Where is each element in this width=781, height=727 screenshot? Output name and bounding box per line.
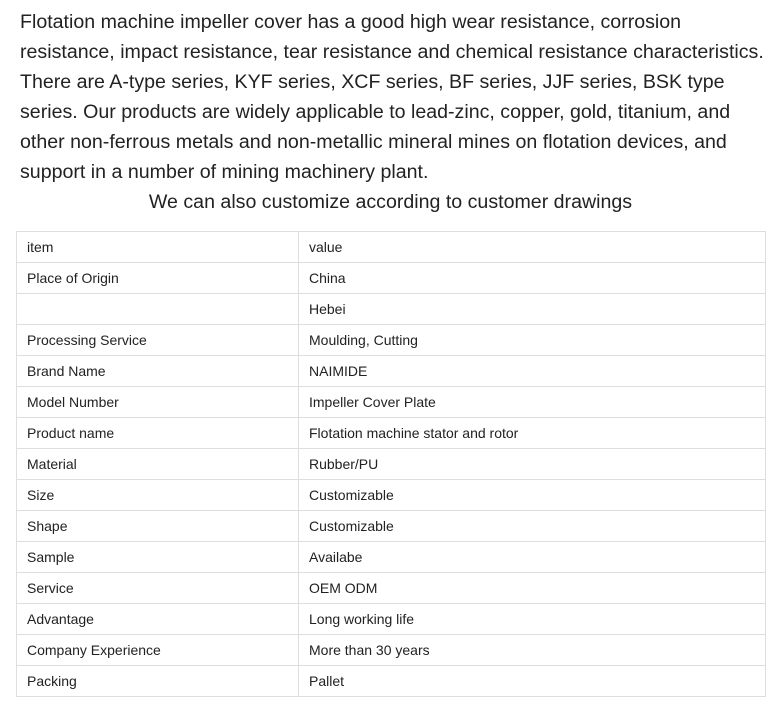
table-row [17, 542, 766, 573]
table-row [17, 666, 766, 697]
intro-paragraph: Flotation machine impeller cover has a good high wear resistance, corrosion resistance, impact resistance, tear resistance and chemical resistance characteristics. There are A-type series, KYF series, XCF series, BF series, JJF series, BSK type series. Our products are widely applicable to lead-zinc, copper, gold, titanium, and other non-ferrous metals and non-metallic mineral mines on flotation devices, and support in a number of mining machinery plant. [20, 11, 764, 183]
customize-note: We can also customize according to customer drawings [148, 191, 633, 213]
row-item: Brand Name [17, 356, 299, 387]
row-item: Size [17, 480, 299, 511]
row-value: Impeller Cover Plate [299, 387, 766, 418]
row-item: Packing [17, 666, 299, 697]
row-value: Customizable [299, 511, 766, 542]
row-item: Processing Service [17, 325, 299, 356]
header-item: item [17, 232, 299, 263]
row-value: Moulding, Cutting [299, 325, 766, 356]
table-row [17, 418, 766, 449]
table-row [17, 449, 766, 480]
table-row [17, 511, 766, 542]
row-item: Material [17, 449, 299, 480]
row-item: Model Number [17, 387, 299, 418]
table-row [17, 387, 766, 418]
table-header-row [17, 232, 766, 263]
row-value: Rubber/PU [299, 449, 766, 480]
row-value: Long working life [299, 604, 766, 635]
table-row [17, 294, 766, 325]
row-value: NAIMIDE [299, 356, 766, 387]
table-row [17, 635, 766, 666]
row-item [17, 294, 299, 325]
spec-table [16, 231, 766, 697]
table-row [17, 356, 766, 387]
row-item: Company Experience [17, 635, 299, 666]
table-row [17, 480, 766, 511]
table-row [17, 604, 766, 635]
row-value: Availabe [299, 542, 766, 573]
row-value: Flotation machine stator and rotor [299, 418, 766, 449]
row-item: Service [17, 573, 299, 604]
row-item: Sample [17, 542, 299, 573]
table-row [17, 325, 766, 356]
table-row [17, 573, 766, 604]
table-row [17, 263, 766, 294]
row-value: Customizable [299, 480, 766, 511]
row-value: More than 30 years [299, 635, 766, 666]
header-value: value [299, 232, 766, 263]
row-item: Advantage [17, 604, 299, 635]
row-item: Place of Origin [17, 263, 299, 294]
row-value: China [299, 263, 766, 294]
row-value: OEM ODM [299, 573, 766, 604]
row-value: Hebei [299, 294, 766, 325]
row-item: Product name [17, 418, 299, 449]
row-value: Pallet [299, 666, 766, 697]
row-item: Shape [17, 511, 299, 542]
